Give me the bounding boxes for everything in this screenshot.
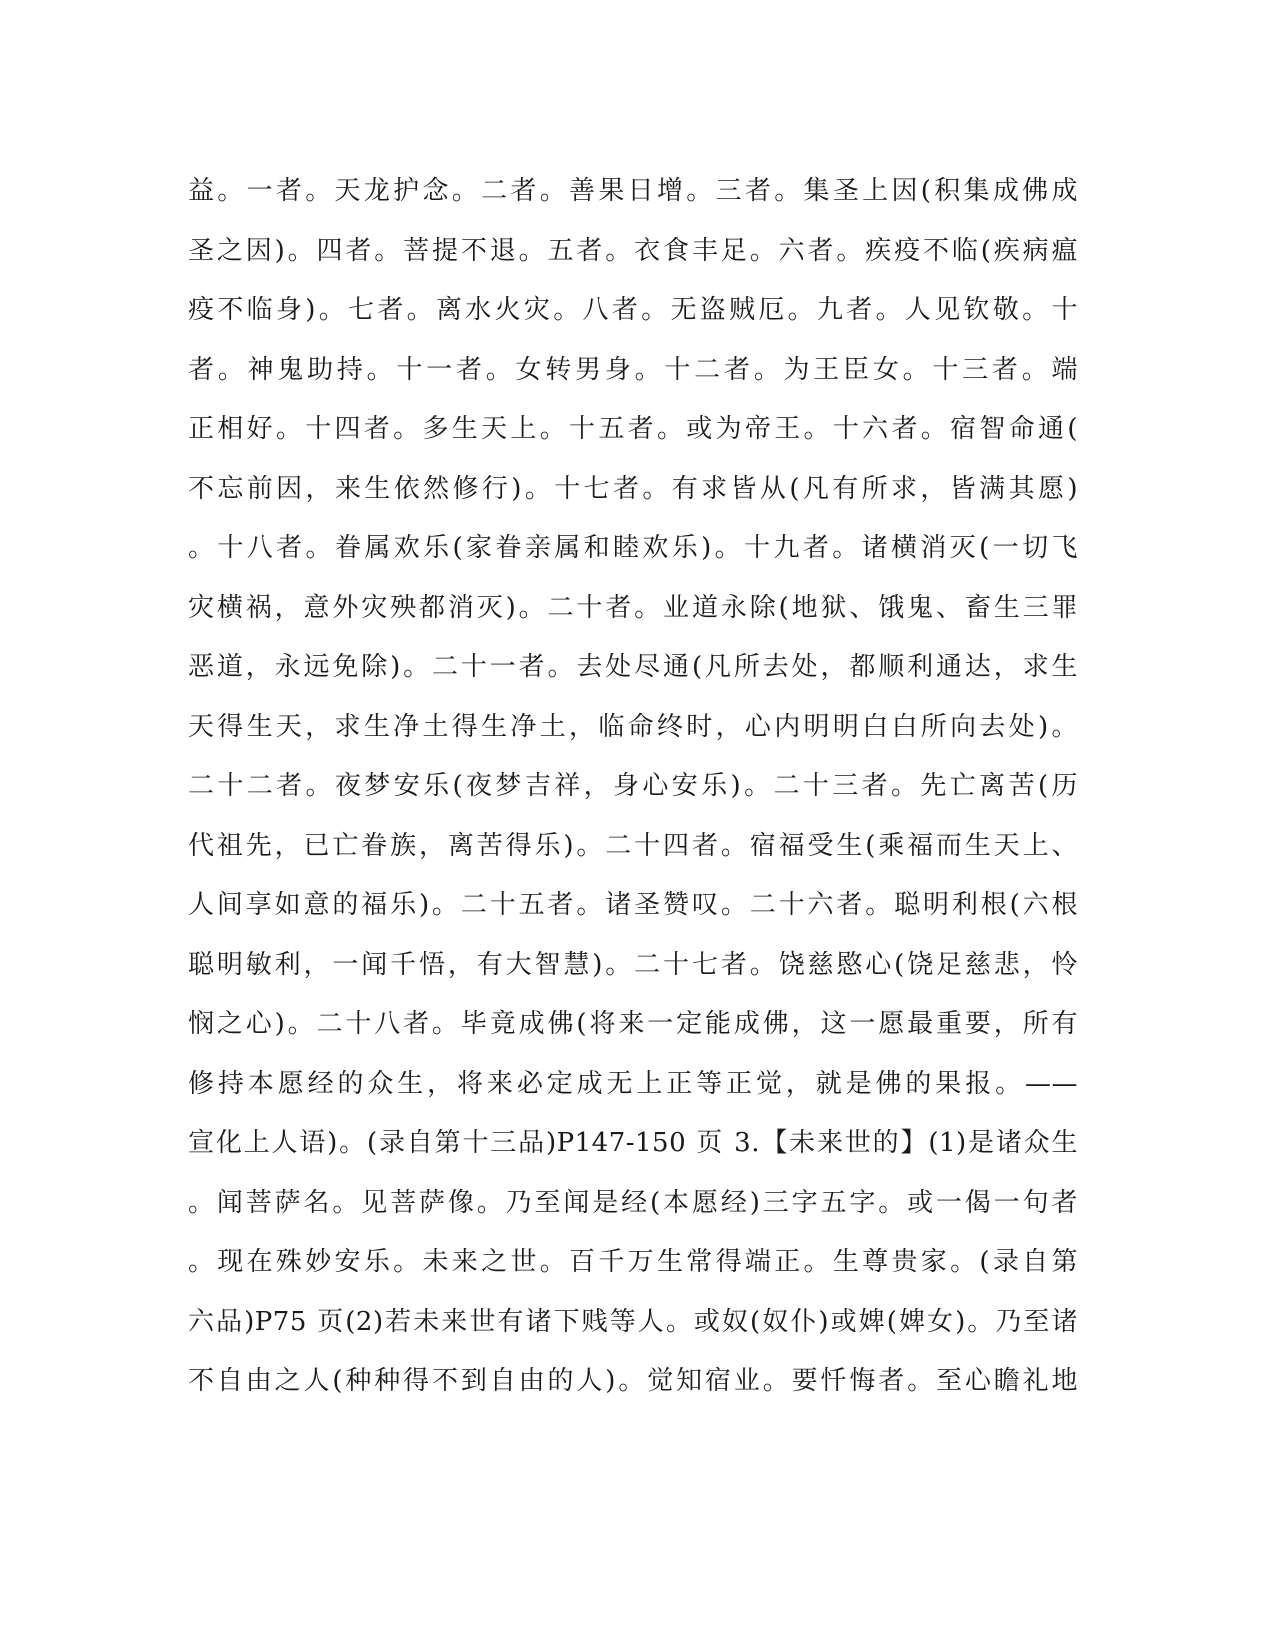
text-line: 不自由之人(种种得不到自由的人)。觉知宿业。要忏悔者。至心瞻礼地 [188,1366,1078,1396]
text-line: 。闻菩萨名。见菩萨像。乃至闻是经(本愿经)三字五字。或一偈一句者 [188,1187,1078,1218]
text-line: 不忘前因，来生依然修行)。十七者。有求皆从(凡有所求，皆满其愿) [188,473,1078,504]
body-text [188,162,1078,1412]
text-line: 。十八者。眷属欢乐(家眷亲属和睦欢乐)。十九者。诸横消灭(一切飞 [188,533,1078,563]
text-line: 疫不临身)。七者。离水火灾。八者。无盗贼厄。九者。人见钦敬。十 [188,295,1078,325]
text-line: 。现在殊妙安乐。未来之世。百千万生常得端正。生尊贵家。(录自第 [188,1247,1078,1277]
text-line: 二十二者。夜梦安乐(夜梦吉祥，身心安乐)。二十三者。先亡离苦(历 [188,771,1078,801]
text-line: 修持本愿经的众生，将来必定成无上正等正觉，就是佛的果报。—— [188,1068,1078,1099]
text-line: 代祖先，已亡眷族，离苦得乐)。二十四者。宿福受生(乘福而生天上、 [188,830,1078,861]
text-line: 正相好。十四者。多生天上。十五者。或为帝王。十六者。宿智命通( [188,414,1078,444]
text-line: 益。一者。天龙护念。二者。善果日增。三者。集圣上因(积集成佛成 [188,176,1078,206]
text-line: 聪明敏利，一闻千悟，有大智慧)。二十七者。饶慈愍心(饶足慈悲，怜 [188,949,1078,980]
text-line: 灾横祸，意外灾殃都消灭)。二十者。业道永除(地狱、饿鬼、畜生三罪 [188,592,1078,623]
text-line: 悯之心)。二十八者。毕竟成佛(将来一定能成佛，这一愿最重要，所有 [188,1009,1078,1039]
text-line: 圣之因)。四者。菩提不退。五者。衣食丰足。六者。疾疫不临(疾病瘟 [188,235,1078,266]
text-line: 天得生天，求生净土得生净土，临命终时，心内明明白白所向去处)。 [188,711,1078,742]
text-line: 恶道，永远免除)。二十一者。去处尽通(凡所去处，都顺利通达，求生 [188,652,1078,682]
text-line: 宣化上人语)。(录自第十三品)P147-150 页 3.【未来世的】(1)是诸众生 [188,1128,1078,1158]
text-line: 者。神鬼助持。十一者。女转男身。十二者。为王臣女。十三者。端 [188,354,1078,385]
text-line: 人间享如意的福乐)。二十五者。诸圣赞叹。二十六者。聪明利根(六根 [188,890,1078,920]
text-line: 六品)P75 页(2)若未来世有诸下贱等人。或奴(奴仆)或婢(婢女)。乃至诸 [188,1306,1078,1337]
